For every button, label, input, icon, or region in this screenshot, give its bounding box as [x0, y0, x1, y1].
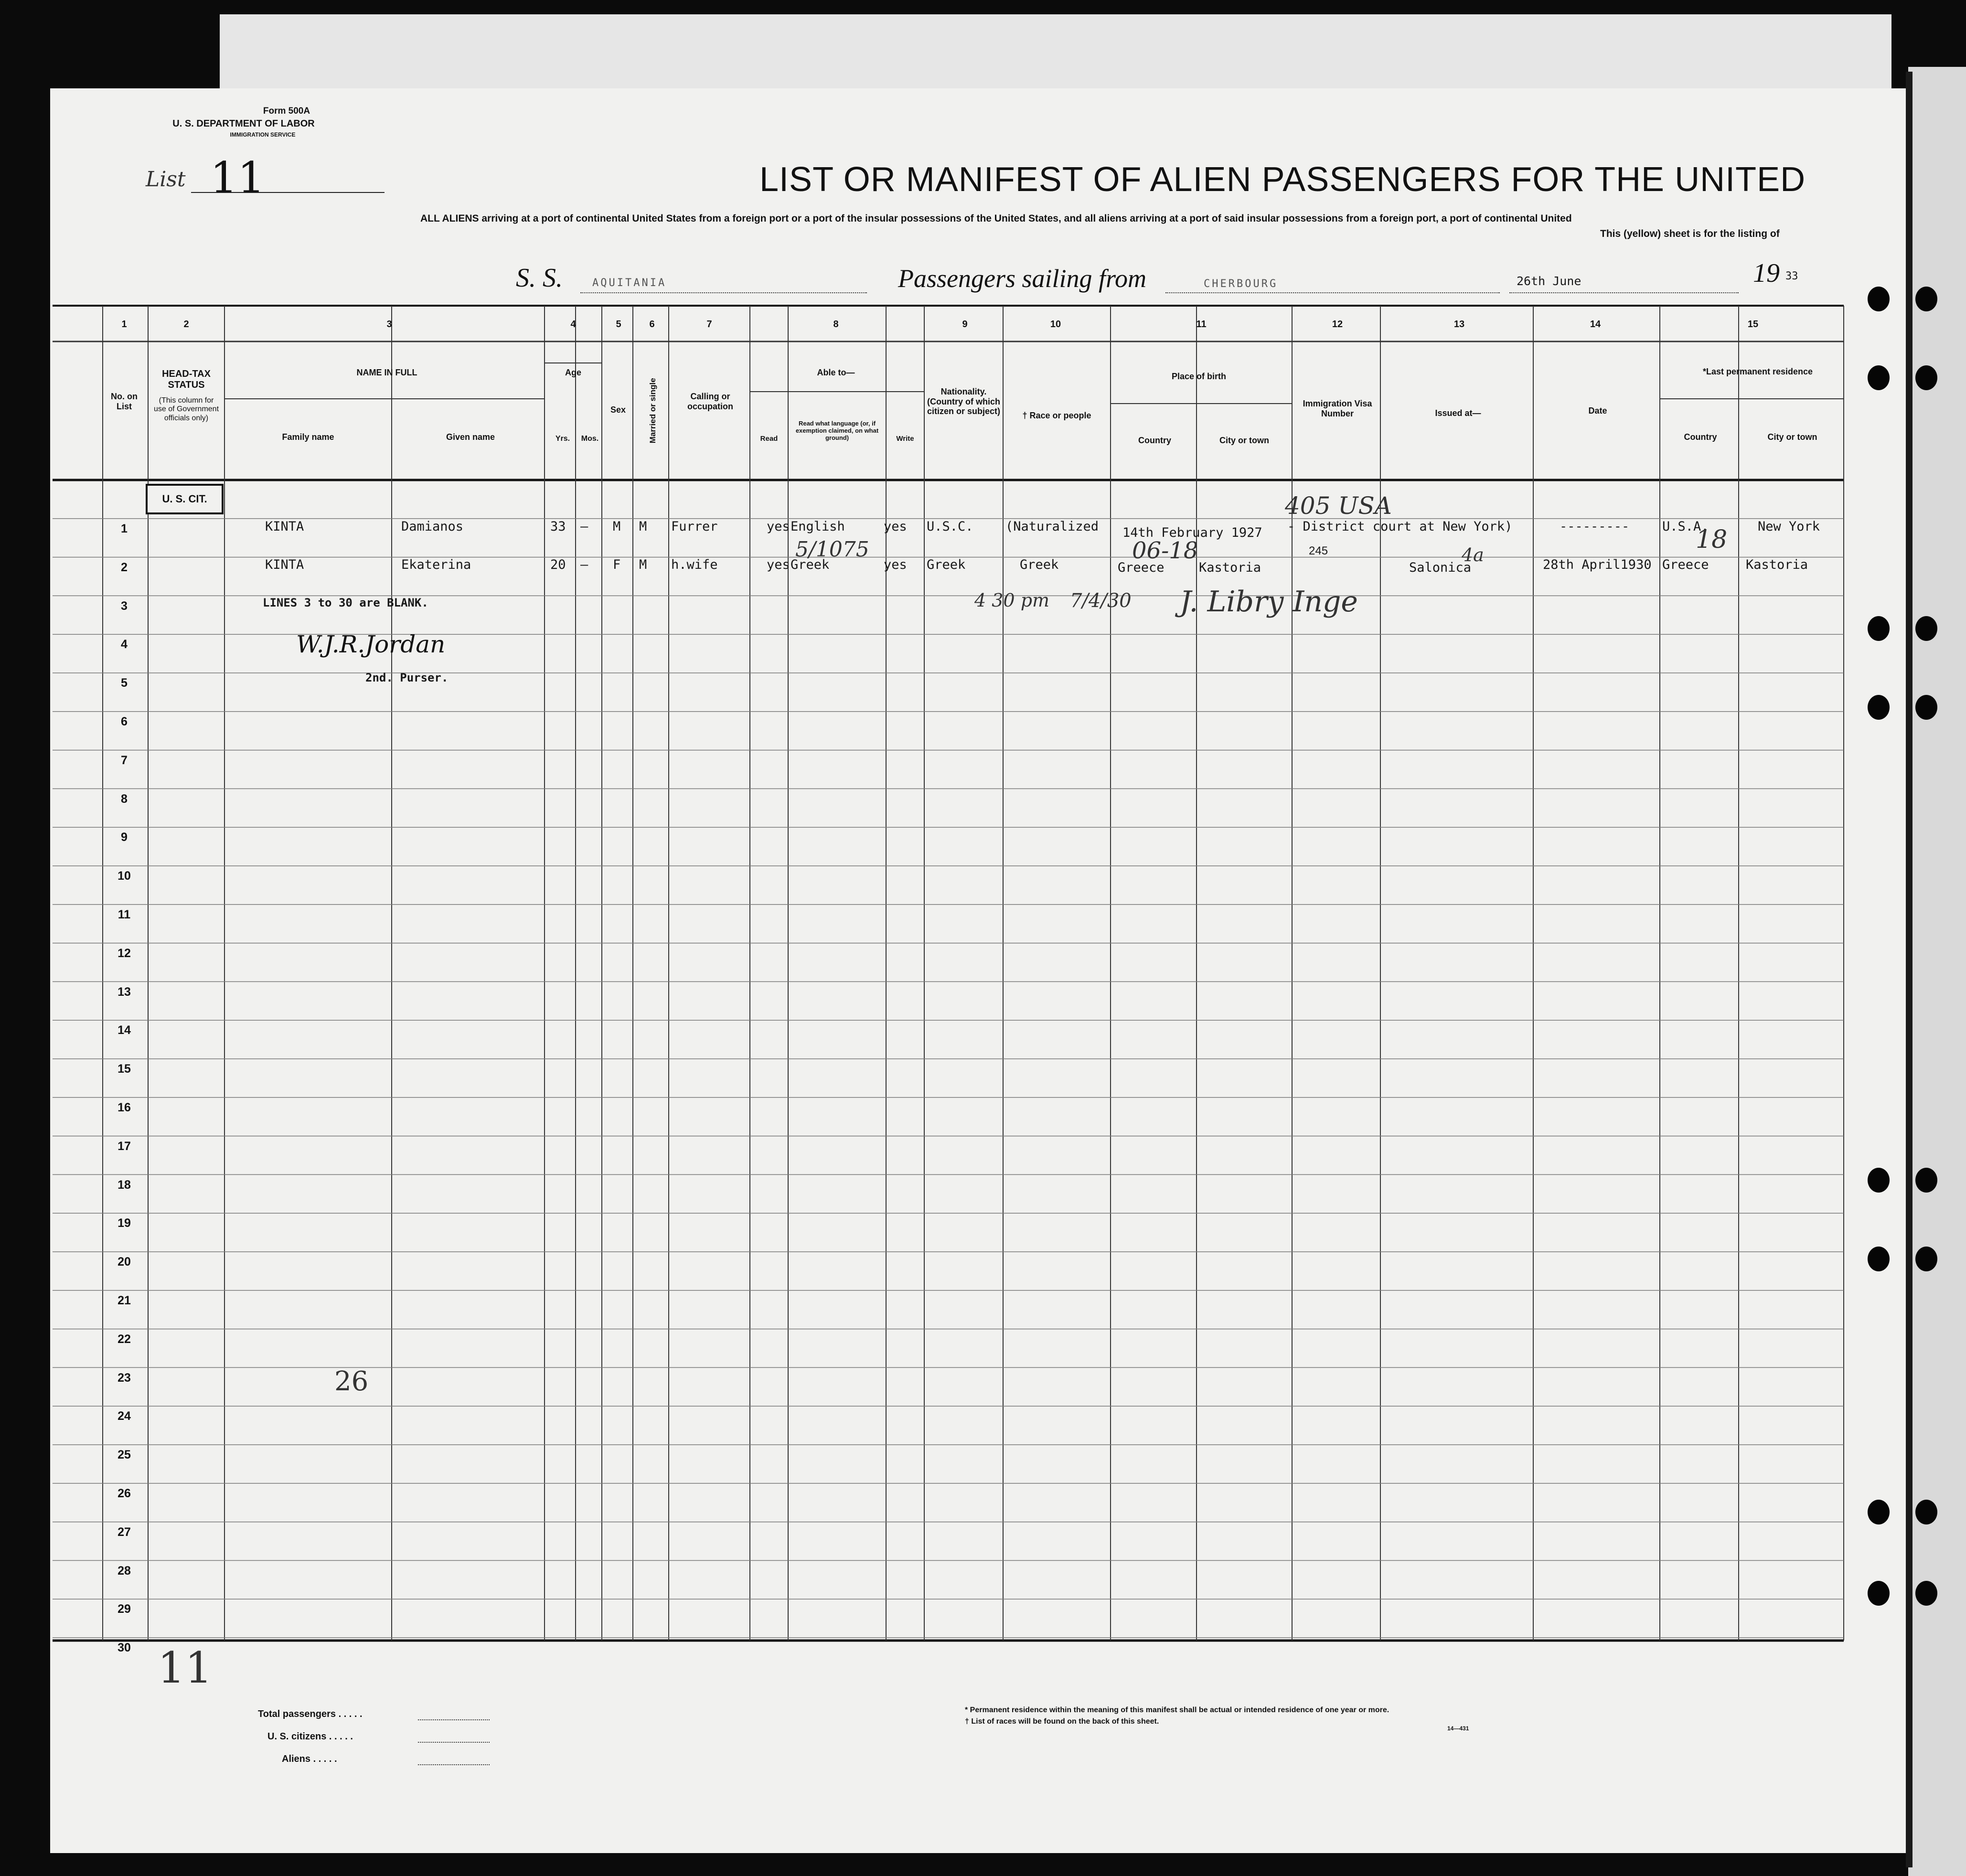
list-label: List	[146, 167, 186, 192]
row1-dashes: ---------	[1560, 519, 1630, 534]
row1-naturalized: (Naturalized	[1005, 519, 1099, 534]
row-number: 25	[118, 1448, 131, 1462]
head-last-residence: *Last permanent residence	[1702, 367, 1813, 376]
row2-res-country: Greece	[1662, 557, 1709, 572]
col-num-4: 4	[570, 319, 576, 330]
head-tax-status: HEAD-TAX STATUS	[162, 369, 211, 390]
date-underline	[1509, 292, 1739, 293]
col-num-2: 2	[183, 319, 189, 330]
total-passengers-line	[418, 1719, 490, 1720]
head-res-country: Country	[1684, 432, 1717, 442]
head-calling: Calling or occupation	[687, 392, 733, 411]
head-tax-note: (This column for use of Government officials only)	[153, 396, 219, 422]
row-number: 28	[118, 1564, 131, 1578]
row2-race: Greek	[1020, 557, 1059, 572]
col-num-1: 1	[121, 319, 127, 330]
row1-court: - District court at New York)	[1287, 519, 1513, 534]
port-underline	[1165, 292, 1500, 293]
row-number: 26	[118, 1487, 131, 1500]
row-number: 18	[118, 1178, 131, 1192]
head-no-on-list: No. on List	[111, 392, 138, 411]
row-number: 20	[118, 1255, 131, 1269]
head-read: Read	[760, 435, 778, 443]
form-number: Form 500A	[263, 106, 310, 116]
row-number: 14	[118, 1023, 131, 1037]
head-married: Married or single	[648, 378, 658, 444]
row2-issued-at: Salonica	[1409, 560, 1472, 575]
head-given-name: Given name	[446, 432, 495, 442]
page-title: LIST OR MANIFEST OF ALIEN PASSENGERS FOR THE UNITED	[759, 160, 1806, 199]
row-number: 21	[118, 1294, 131, 1307]
row-number: 22	[118, 1332, 131, 1346]
row2-given-name: Ekaterina	[401, 557, 471, 572]
aliens-label: Aliens . . . . .	[282, 1754, 337, 1764]
us-citizen-stamp: U. S. CIT.	[146, 484, 224, 514]
col-num-7: 7	[706, 319, 712, 330]
head-race: † Race or people	[1022, 411, 1091, 420]
ship-underline	[580, 292, 867, 293]
hw-18: 18	[1696, 525, 1728, 554]
head-sex: Sex	[610, 405, 626, 415]
list-number: 11	[210, 153, 265, 203]
head-mos: Mos.	[581, 435, 599, 443]
hw-date: 7/4/30	[1070, 590, 1132, 612]
row2-language: Greek	[791, 557, 830, 572]
row-number: 30	[118, 1641, 131, 1655]
hw-26: 26	[334, 1366, 369, 1397]
head-place-of-birth: Place of birth	[1171, 372, 1227, 381]
row2-family-name: KINTA	[265, 557, 304, 572]
hw-time: 4 30 pm	[974, 590, 1050, 611]
row1-mos: —	[580, 519, 588, 534]
row1-res-country: U.S.A.	[1662, 519, 1709, 534]
row1-read: yes	[767, 519, 790, 534]
row-number: 5	[121, 676, 128, 690]
col-num-9: 9	[962, 319, 968, 330]
row1-occupation: Furrer	[671, 519, 718, 534]
row2-sex: F	[613, 557, 621, 572]
row-number: 8	[121, 792, 128, 806]
row-number: 13	[118, 985, 131, 999]
col-num-14: 14	[1590, 319, 1601, 330]
aliens-line	[418, 1764, 490, 1765]
row-number: 17	[118, 1139, 131, 1153]
row1-naturalization-date: 14th February 1927	[1122, 525, 1262, 540]
row2-nationality: Greek	[927, 557, 966, 572]
row-number: 24	[118, 1409, 131, 1423]
row2-date: 28th April1930	[1543, 557, 1652, 572]
departure-port: CHERBOURG	[1204, 278, 1278, 290]
head-read-what: Read what language (or, if exemption claimed, on what ground)	[795, 420, 879, 441]
subtitle-line1: ALL ALIENS arriving at a port of continental United States from a foreign port or a port of the insular possessions of the United States, and all aliens arriving at a port of said insular possessions from a foreign port, a port of continental United	[420, 213, 1572, 224]
department: U. S. DEPARTMENT OF LABOR	[172, 118, 315, 129]
row1-nationality: U.S.C.	[927, 519, 973, 534]
row1-write: yes	[884, 519, 907, 534]
head-family-name: Family name	[282, 432, 334, 442]
blank-lines-note: LINES 3 to 30 are BLANK.	[263, 596, 428, 609]
footnote-residence: * Permanent residence within the meaning of this manifest shall be actual or intended residence of one year or more.	[965, 1706, 1389, 1714]
col-num-15: 15	[1747, 319, 1759, 330]
row-number: 3	[121, 599, 128, 613]
head-country: Country	[1138, 436, 1171, 445]
row1-language: English	[791, 519, 845, 534]
hw-date-code: 06-18	[1132, 537, 1198, 564]
row2-mos: —	[580, 557, 588, 572]
head-issued-at: Issued at—	[1435, 408, 1481, 418]
head-write: Write	[896, 435, 914, 443]
row-number: 29	[118, 1602, 131, 1616]
hw-4a: 4a	[1462, 544, 1484, 565]
row-number: 2	[121, 560, 128, 574]
col-num-12: 12	[1332, 319, 1343, 330]
head-res-city: City or town	[1767, 432, 1817, 442]
us-citizens-line	[418, 1742, 490, 1743]
purser-signature: W.J.R.Jordan	[296, 630, 446, 658]
print-code: 14—431	[1447, 1725, 1469, 1732]
row2-age: 20	[550, 557, 566, 572]
row2-visa-number: 245	[1309, 544, 1328, 557]
sailing-label: Passengers sailing from	[898, 264, 1147, 293]
head-name-in-full: NAME IN FULL	[356, 368, 417, 377]
row2-birth-country: Greece	[1118, 560, 1165, 575]
row2-read: yes	[767, 557, 790, 572]
sailing-date: 26th June	[1517, 274, 1581, 288]
total-passengers-label: Total passengers . . . . .	[258, 1709, 363, 1719]
row-number: 15	[118, 1062, 131, 1076]
ss-label: S. S.	[516, 263, 563, 293]
row1-married: M	[639, 519, 647, 534]
row2-write: yes	[884, 557, 907, 572]
row-number: 11	[118, 908, 131, 921]
col-num-8: 8	[833, 319, 839, 330]
row2-married: M	[639, 557, 647, 572]
row1-sex: M	[613, 519, 621, 534]
col-num-5: 5	[616, 319, 621, 330]
ship-name: AQUITANIA	[592, 277, 667, 289]
us-citizens-label: U. S. citizens . . . . .	[267, 1731, 353, 1742]
head-visa: Immigration Visa Number	[1303, 399, 1372, 418]
col-num-11: 11	[1196, 319, 1207, 330]
hw-inspector-signature: J. Libry Inge	[1180, 585, 1358, 618]
head-able-to: Able to—	[817, 368, 855, 377]
row-number: 19	[118, 1216, 131, 1230]
col-num-10: 10	[1050, 319, 1061, 330]
row-number: 12	[118, 946, 131, 960]
row-number: 1	[121, 522, 128, 535]
row-number: 10	[118, 869, 131, 883]
service: IMMIGRATION SERVICE	[230, 131, 296, 138]
head-city: City or town	[1219, 436, 1269, 445]
row-number: 4	[121, 638, 128, 651]
purser-title: 2nd. Purser.	[365, 671, 449, 684]
row1-family-name: KINTA	[265, 519, 304, 534]
hw-code: 5/1075	[795, 537, 869, 562]
row2-res-city: Kastoria	[1746, 557, 1808, 572]
list-underline	[191, 192, 385, 193]
col-num-3: 3	[386, 319, 392, 330]
hw-tally-marks: 11	[158, 1643, 213, 1693]
col-num-13: 13	[1453, 319, 1465, 330]
row-number: 27	[118, 1525, 131, 1539]
head-age: Age	[565, 368, 581, 377]
subtitle-line2: This (yellow) sheet is for the listing of	[1600, 228, 1780, 239]
row1-age: 33	[550, 519, 566, 534]
row2-birth-city: Kastoria	[1199, 560, 1261, 575]
row-number: 16	[118, 1101, 131, 1114]
year-suffix: 33	[1785, 270, 1798, 282]
col-num-6: 6	[649, 319, 655, 330]
row-number: 6	[121, 715, 128, 728]
row-number: 9	[121, 831, 128, 844]
row-number: 23	[118, 1371, 131, 1385]
row-number: 7	[121, 753, 128, 767]
hw-visa-annotation: 405 USA	[1285, 492, 1392, 520]
row1-given-name: Damianos	[401, 519, 464, 534]
year-prefix: 19	[1753, 258, 1780, 288]
head-nationality: Nationality. (Country of which citizen or subject)	[927, 387, 1001, 416]
head-date: Date	[1588, 406, 1607, 416]
footnote-races: † List of races will be found on the back of this sheet.	[965, 1717, 1159, 1726]
row2-occupation: h.wife	[671, 557, 718, 572]
head-yrs: Yrs.	[555, 435, 570, 443]
row1-res-city: New York	[1758, 519, 1820, 534]
